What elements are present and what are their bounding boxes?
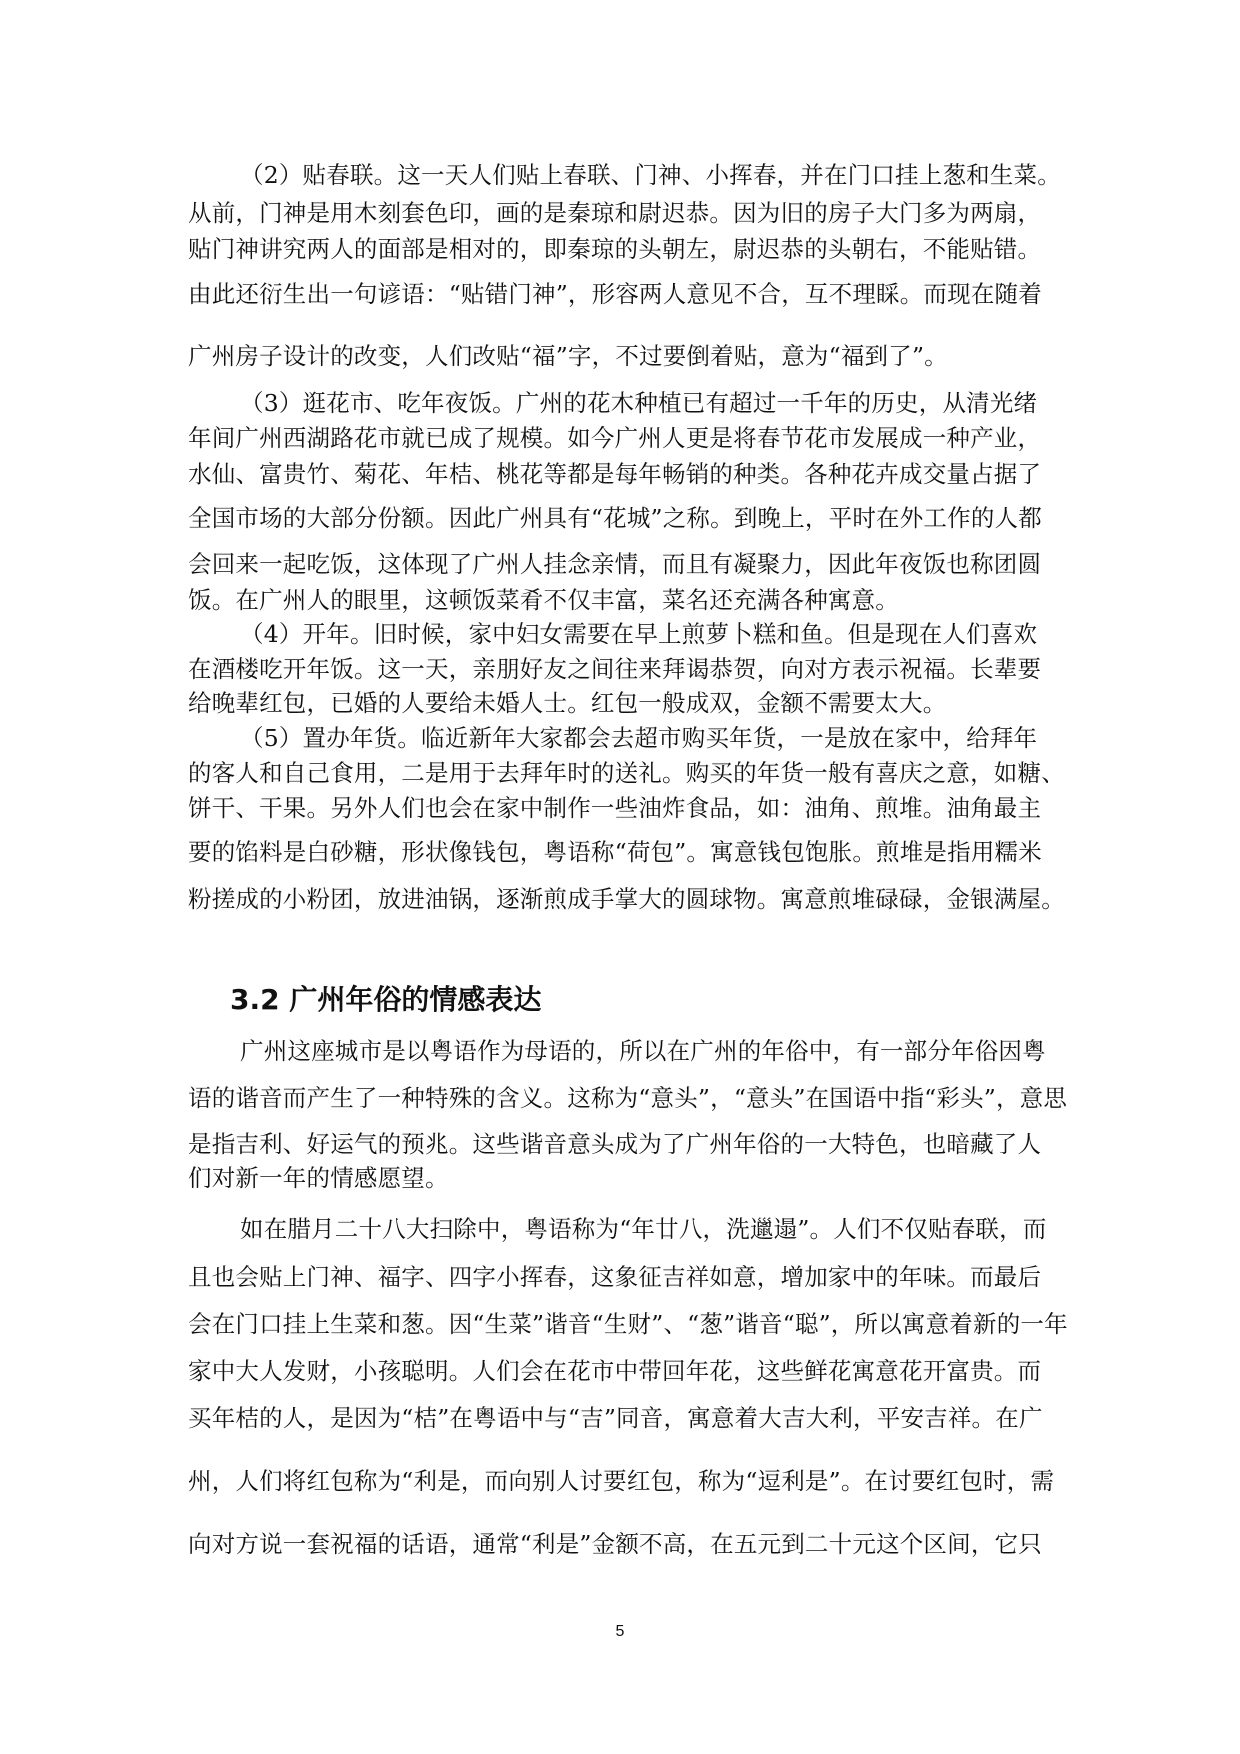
paragraph-line: 广州房子设计的改变，人们改贴“福”字，不过要倒着贴，意为“福到了”。 <box>188 342 948 370</box>
paragraph-line: 且也会贴上门神、福字、四字小挥春，这象征吉祥如意，增加家中的年味。而最后 <box>188 1263 1042 1291</box>
paragraph-line: 广州这座城市是以粤语作为母语的，所以在广州的年俗中，有一部分年俗因粤 <box>240 1037 1046 1065</box>
paragraph-line: 的客人和自己食用，二是用于去拜年时的送礼。购买的年货一般有喜庆之意，如糖、 <box>188 759 1065 787</box>
paragraph-line: 要的馅料是白砂糖，形状像钱包，粤语称“荷包”。寓意钱包饱胀。煎堆是指用糯米 <box>188 838 1042 866</box>
paragraph-line: （3）逛花市、吃年夜饭。广州的花木种植已有超过一千年的历史，从清光绪 <box>240 389 1038 417</box>
paragraph-line: 会在门口挂上生菜和葱。因“生菜”谐音“生财”、“葱”谐音“聪”，所以寓意着新的一年 <box>188 1310 1068 1338</box>
paragraph-line: 州，人们将红包称为“利是，而向别人讨要红包，称为“逗利是”。在讨要红包时，需 <box>188 1467 1055 1495</box>
paragraph-line: 家中大人发财，小孩聪明。人们会在花市中带回年花，这些鲜花寓意花开富贵。而 <box>188 1357 1042 1385</box>
paragraph-line: 饼干、干果。另外人们也会在家中制作一些油炸食品，如：油角、煎堆。油角最主 <box>188 794 1042 822</box>
paragraph-line: 是指吉利、好运气的预兆。这些谐音意头成为了广州年俗的一大特色，也暗藏了人 <box>188 1130 1042 1158</box>
paragraph-line: 给晚辈红包，已婚的人要给未婚人士。红包一般成双，金额不需要太大。 <box>188 689 947 717</box>
paragraph-line: 买年桔的人，是因为“桔”在粤语中与“吉”同音，寓意着大吉大利，平安吉祥。在广 <box>188 1404 1043 1432</box>
paragraph-line: 如在腊月二十八大扫除中，粤语称为“年廿八，洗邋遢”。人们不仅贴春联，而 <box>240 1215 1047 1243</box>
paragraph-line: （2）贴春联。这一天人们贴上春联、门神、小挥春，并在门口挂上葱和生菜。 <box>240 161 1061 189</box>
paragraph-line: 向对方说一套祝福的话语，通常“利是”金额不高，在五元到二十元这个区间，它只 <box>188 1530 1042 1558</box>
paragraph-line: 贴门神讲究两人的面部是相对的，即秦琼的头朝左，尉迟恭的头朝右，不能贴错。 <box>188 235 1042 263</box>
section-heading: 3.2 广州年俗的情感表达 <box>230 983 542 1016</box>
paragraph-line: 们对新一年的情感愿望。 <box>188 1164 449 1192</box>
paragraph-line: 水仙、富贵竹、菊花、年桔、桃花等都是每年畅销的种类。各种花卉成交量占据了 <box>188 460 1042 488</box>
paragraph-line: 粉搓成的小粉团，放进油锅，逐渐煎成手掌大的圆球物。寓意煎堆碌碌，金银满屋。 <box>188 885 1065 913</box>
paragraph-line: （4）开年。旧时候，家中妇女需要在早上煎萝卜糕和鱼。但是现在人们喜欢 <box>240 620 1038 648</box>
paragraph-line: 语的谐音而产生了一种特殊的含义。这称为“意头”，“意头”在国语中指“彩头”，意思 <box>188 1084 1068 1112</box>
paragraph-line: 在酒楼吃开年饭。这一天，亲朋好友之间往来拜谒恭贺，向对方表示祝福。长辈要 <box>188 655 1042 683</box>
paragraph-line: （5）置办年货。临近新年大家都会去超市购买年货，一是放在家中，给拜年 <box>240 724 1038 752</box>
page-number: 5 <box>615 1623 625 1640</box>
paragraph-line: 从前，门神是用木刻套色印，画的是秦琼和尉迟恭。因为旧的房子大门多为两扇， <box>188 199 1042 227</box>
paragraph-line: 由此还衍生出一句谚语：“贴错门神”，形容两人意见不合，互不理睬。而现在随着 <box>188 280 1042 308</box>
paragraph-line: 年间广州西湖路花市就已成了规模。如今广州人更是将春节花市发展成一种产业， <box>188 424 1042 452</box>
paragraph-line: 会回来一起吃饭，这体现了广州人挂念亲情，而且有凝聚力，因此年夜饭也称团圆 <box>188 550 1042 578</box>
paragraph-line: 全国市场的大部分份额。因此广州具有“花城”之称。到晚上，平时在外工作的人都 <box>188 504 1042 532</box>
paragraph-line: 饭。在广州人的眼里，这顿饭菜肴不仅丰富，菜名还充满各种寓意。 <box>188 586 899 614</box>
